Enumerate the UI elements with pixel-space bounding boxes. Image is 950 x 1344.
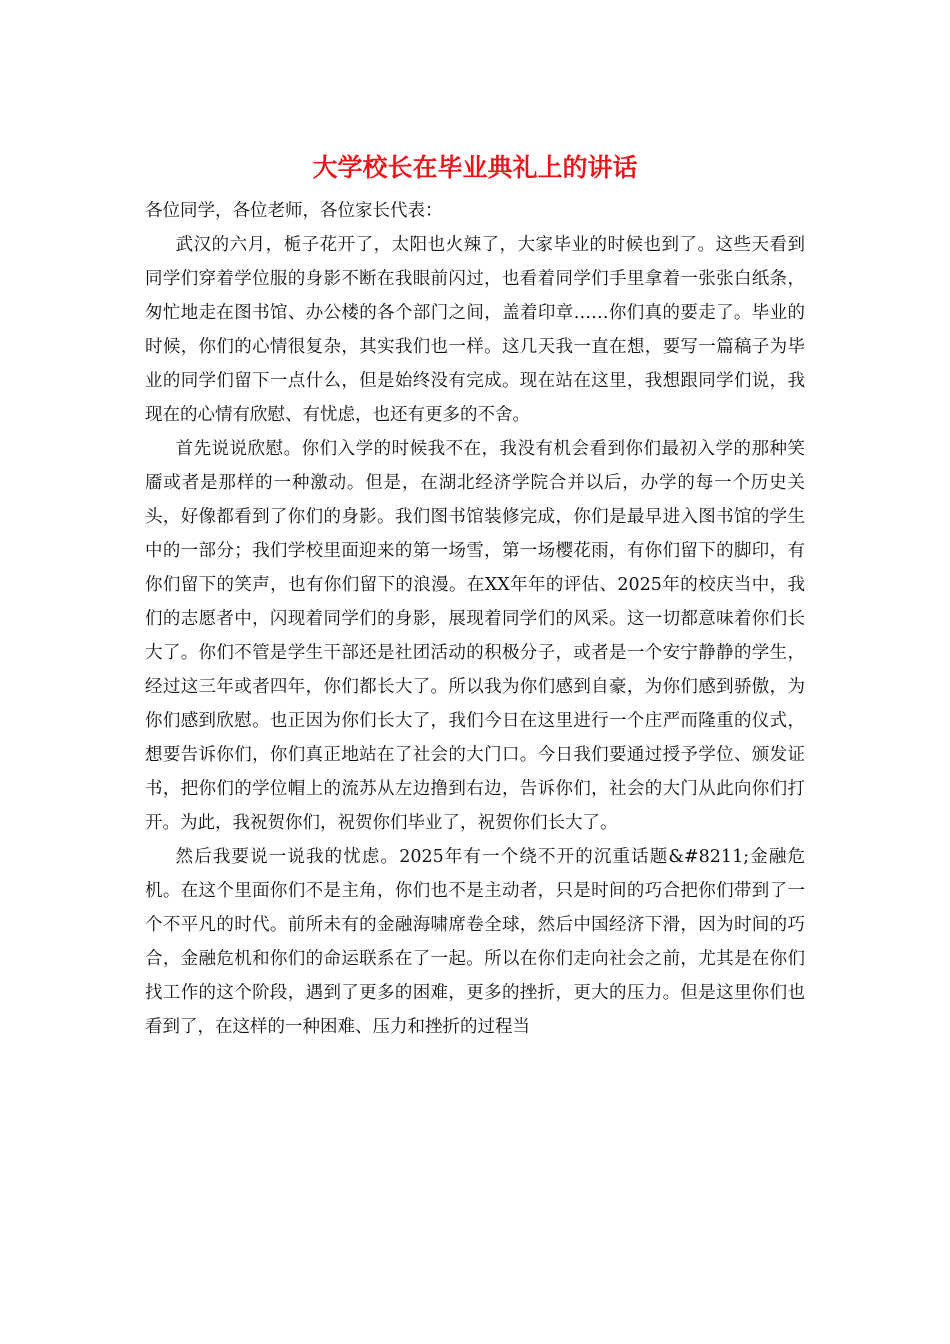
document-title: 大学校长在毕业典礼上的讲话 bbox=[312, 153, 638, 182]
salutation: 各位同学，各位老师，各位家长代表： bbox=[145, 201, 443, 221]
paragraph-concern: 然后我要说一说我的忧虑。2025年有一个绕不开的沉重话题&#8211;金融危机。在这个里面你们不是主角，你们也不是主动者，只是时间的巧合把你们带到了一个不平凡的时代。前所未有的金融海啸席卷全球，然后中国经济下滑，因为时间的巧合，金融危机和你们的命运联系在了一起。所以在你们走向社会之前，尤其是在你们找工作的这个阶段，遇到了更多的困难，更多的挫折，更大的压力。但是这里你们也看到了，在这样的一种困难、压力和挫折的过程当 bbox=[145, 847, 805, 1037]
document-body bbox=[145, 194, 805, 1044]
paragraph-opening: 武汉的六月，栀子花开了，太阳也火辣了，大家毕业的时候也到了。这些天看到同学们穿着学位服的身影不断在我眼前闪过，也看着同学们手里拿着一张张白纸条，匆忙地走在图书馆、办公楼的各个部门之间，盖着印章……你们真的要走了。毕业的时候，你们的心情很复杂，其实我们也一样。这几天我一直在想，要写一篇稿子为毕业的同学们留下一点什么，但是始终没有完成。现在站在这里，我想跟同学们说，我现在的心情有欣慰、有忧虑，也还有更多的不舍。 bbox=[145, 235, 805, 425]
paragraph-gratification: 首先说说欣慰。你们入学的时候我不在，我没有机会看到你们最初入学的那种笑靥或者是那样的一种激动。但是，在湖北经济学院合并以后，办学的每一个历史关头，好像都看到了你们的身影。我们图书馆装修完成，你们是最早进入图书馆的学生中的一部分；我们学校里面迎来的第一场雪，第一场樱花雨，有你们留下的脚印，有你们留下的笑声，也有你们留下的浪漫。在XX年年的评估、2025年的校庆当中，我们的志愿者中，闪现着同学们的身影，展现着同学们的风采。这一切都意味着你们长大了。你们不管是学生干部还是社团活动的积极分子，或者是一个安宁静静的学生，经过这三年或者四年，你们都长大了。所以我为你们感到自豪，为你们感到骄傲，为你们感到欣慰。也正因为你们长大了，我们今日在这里进行一个庄严而隆重的仪式，想要告诉你们，你们真正地站在了社会的大门口。今日我们要通过授予学位、颁发证书，把你们的学位帽上的流苏从左边撸到右边，告诉你们，社会的大门从此向你们打开。为此，我祝贺你们，祝贺你们毕业了，祝贺你们长大了。 bbox=[145, 439, 805, 833]
